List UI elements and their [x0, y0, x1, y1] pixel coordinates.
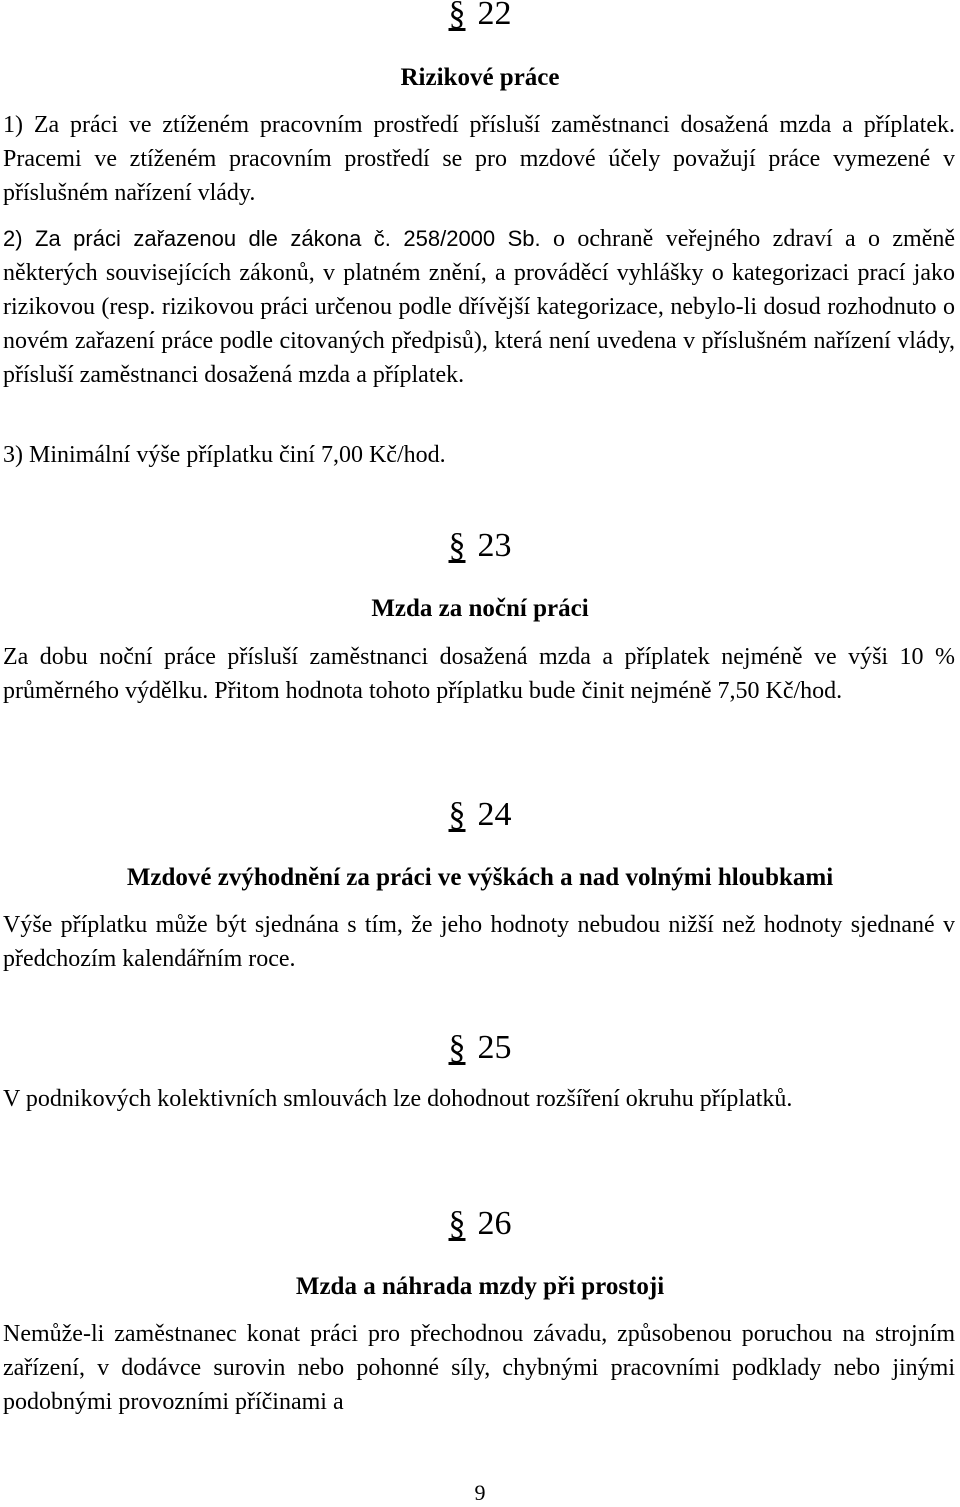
section-number: 25: [477, 1029, 512, 1066]
paragraph-2-middle: o ochraně veřejného zdraví a o změně některých souvisejících zákonů, v platném znění, a prováděcí vyhlášky o kategorizaci prací jako rizikovou (resp.: [3, 226, 956, 320]
section-26-title: Mzda a náhrada mzdy při prostoji: [295, 1273, 665, 1300]
section-number: 23: [477, 527, 512, 564]
section-22-paragraph-3: 3) Minimální výše příplatku činí 7,00 Kč/hod.: [3, 442, 446, 468]
section-24-paragraph-1: Výše příplatku může být sjednána s tím, že jeho hodnoty nebudou nižší než hodnoty sjednané v předchozím kalendářním roce.: [3, 912, 955, 972]
section-26-paragraph-1: Nemůže-li zaměstnanec konat práci pro přechodnou závadu, způsobenou poruchou na strojním zařízení, v dodávce surovin nebo pohonné síly, chybnými pracovními podklady nebo jinými podobnými provozními příčinami a: [3, 1321, 955, 1415]
section-22-title: Rizikové práce: [400, 64, 560, 91]
page-number: 9: [474, 1480, 486, 1505]
section-number: 26: [477, 1205, 512, 1242]
section-mark: §: [448, 0, 466, 32]
section-number: 24: [477, 796, 512, 833]
section-mark: §: [448, 1205, 466, 1242]
section-25-paragraph-1: V podnikových kolektivních smlouvách lze dohodnout rozšíření okruhu příplatků.: [3, 1086, 793, 1112]
section-number: 22: [477, 0, 512, 32]
section-mark: §: [448, 1029, 466, 1066]
section-26-heading: [0, 1204, 960, 1244]
section-24-heading: [0, 795, 960, 835]
section-23-heading: [0, 526, 960, 566]
section-22-paragraph-1: 1) Za práci ve ztíženém pracovním prostředí přísluší zaměstnanci dosažená mzda a příplatek. Pracemi ve ztíženém pracovním prostředí se pro mzdové účely považují práce vymezené v příslušném nařízení vlády.: [3, 112, 955, 206]
section-mark: §: [448, 527, 466, 564]
section-24-title: Mzdové zvýhodnění za práci ve výškách a nad volnými hloubkami: [126, 864, 834, 891]
paragraph-2-start: 2) Za práci zařazenou dle zákona č. 258/2000 Sb.: [3, 226, 541, 251]
paragraph-2-end: rizikovou práci určenou podle dřívější kategorizace, nebylo-li dosud rozhodnuto o novém zařazení práce podle citovaných předpisů), která není uvedena v příslušném nařízení vlády, přísluší zaměstnanci dosažená mzda a příplatek.: [3, 294, 955, 388]
section-23-title: Mzda za noční práci: [371, 595, 589, 622]
section-22-paragraph-2: [3, 222, 955, 392]
section-23-paragraph-1: Za dobu noční práce přísluší zaměstnanci dosažená mzda a příplatek nejméně ve výši 10 % průměrného výdělku. Přitom hodnota tohoto příplatku bude činit nejméně 7,50 Kč/hod.: [3, 644, 955, 704]
section-25-heading: [0, 1028, 960, 1068]
section-mark: §: [448, 796, 466, 833]
section-22-heading: [0, 0, 960, 34]
